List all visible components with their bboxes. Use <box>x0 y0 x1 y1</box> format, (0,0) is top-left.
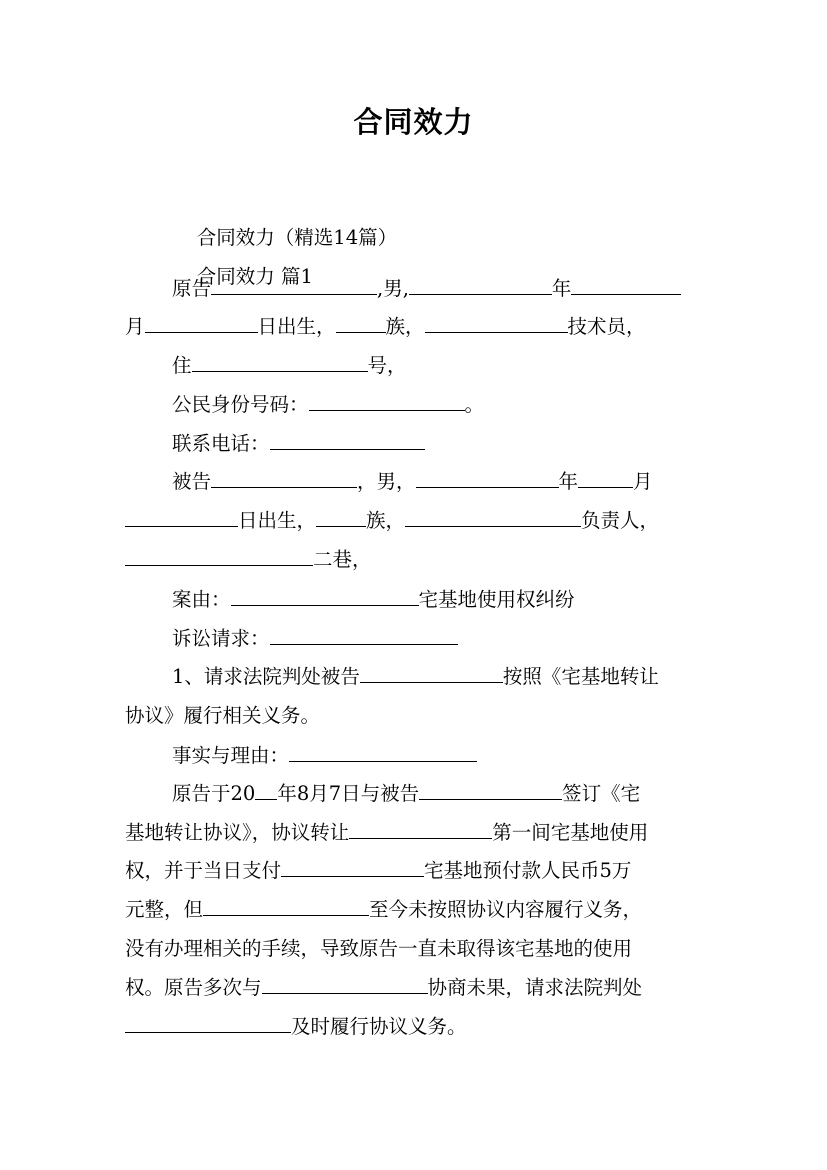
facts-line-5 <box>125 936 632 962</box>
facts-line-6 <box>125 975 642 1001</box>
text: 原告 <box>172 277 212 300</box>
text: 基地转让协议》，协议转让 <box>125 821 350 844</box>
text: 月 <box>633 470 653 493</box>
document-title: 合同效力 <box>353 105 474 139</box>
text: 负责人， <box>581 509 660 532</box>
text: 联系电话： <box>172 432 270 455</box>
blank-field <box>281 858 424 877</box>
text: 权，并于当日支付 <box>125 859 282 882</box>
blank-field <box>425 314 568 333</box>
text: 公民身份号码： <box>172 393 309 416</box>
text: 签订《宅 <box>562 782 641 805</box>
blank-field <box>349 820 492 839</box>
text: 被告 <box>172 470 212 493</box>
text: 技术员， <box>567 315 646 338</box>
blank-field <box>289 743 477 762</box>
blank-field <box>578 469 633 488</box>
request-1-line-2 <box>125 703 320 729</box>
request-1-line <box>172 664 659 690</box>
blank-field <box>360 664 503 683</box>
blank-field <box>211 276 377 295</box>
blank-field <box>125 1014 291 1033</box>
blank-field <box>262 975 428 994</box>
blank-field <box>571 276 681 295</box>
blank-field <box>125 508 238 527</box>
blank-field <box>270 431 425 450</box>
facts-line-3 <box>125 858 631 884</box>
text: 年 <box>558 470 579 493</box>
facts-line-7 <box>125 1014 467 1040</box>
blank-field <box>192 353 368 372</box>
blank-field <box>255 781 277 800</box>
blank-field <box>409 276 552 295</box>
blank-field <box>309 392 465 411</box>
cause-line <box>172 587 575 613</box>
defendant-line-1 <box>172 469 653 495</box>
text: 住 <box>172 354 192 377</box>
text: 元整，但 <box>125 898 204 921</box>
blank-field <box>125 547 313 566</box>
text: 年8月7日与被告 <box>277 782 420 805</box>
blank-field <box>416 469 559 488</box>
plaintiff-line-5 <box>172 431 425 457</box>
intro-text: 合同效力（精选14篇） <box>196 226 398 249</box>
text: 年 <box>551 277 572 300</box>
text: 号， <box>367 354 407 377</box>
facts-line-1 <box>172 781 640 807</box>
blank-field <box>419 781 562 800</box>
plaintiff-line-2 <box>125 314 646 340</box>
text: 宅基地预付款人民币5万 <box>424 859 632 882</box>
blank-field <box>231 587 419 606</box>
plaintiff-line-1 <box>172 276 681 302</box>
text: 按照《宅基地转让 <box>502 665 659 688</box>
text: 协商未果，请求法院判处 <box>427 976 643 999</box>
defendant-line-3 <box>125 547 372 573</box>
plaintiff-line-4 <box>172 392 484 418</box>
blank-field <box>316 508 366 527</box>
facts-line-2 <box>125 820 648 846</box>
text: 1、请求法院判处被告 <box>172 665 360 688</box>
text: ，男， <box>357 470 416 493</box>
section-heading-text: 合同效力 篇1 <box>196 265 313 288</box>
text: 月 <box>125 315 145 338</box>
facts-heading-line <box>172 743 477 769</box>
blank-field <box>270 626 458 645</box>
text: 至今未按照协议内容履行义务， <box>369 898 643 921</box>
text: 权。原告多次与 <box>125 976 262 999</box>
blank-field <box>211 469 357 488</box>
text: 原告于20 <box>172 782 256 805</box>
text: 宅基地使用权纠纷 <box>418 588 575 611</box>
text: 及时履行协议义务。 <box>291 1015 467 1038</box>
text: 事实与理由： <box>172 744 290 767</box>
request-line <box>172 626 458 652</box>
text: 日出生， <box>257 315 336 338</box>
text: 第一间宅基地使用 <box>492 821 649 844</box>
text: 没有办理相关的手续，导致原告一直未取得该宅基地的使用 <box>125 937 633 960</box>
text: 族， <box>366 509 406 532</box>
text: 协议》履行相关义务。 <box>125 704 321 727</box>
text: 族， <box>385 315 425 338</box>
text: 诉讼请求： <box>172 627 270 650</box>
text: 日出生， <box>238 509 317 532</box>
text: 。 <box>464 393 485 416</box>
text: 二巷， <box>313 548 372 571</box>
blank-field <box>405 508 581 527</box>
text: 案由： <box>172 588 231 611</box>
plaintiff-line-3 <box>172 353 407 379</box>
blank-field <box>203 897 369 916</box>
defendant-line-2 <box>125 508 659 534</box>
blank-field <box>336 314 386 333</box>
blank-field <box>145 314 258 333</box>
facts-line-4 <box>125 897 642 923</box>
text: ,男, <box>377 277 409 300</box>
